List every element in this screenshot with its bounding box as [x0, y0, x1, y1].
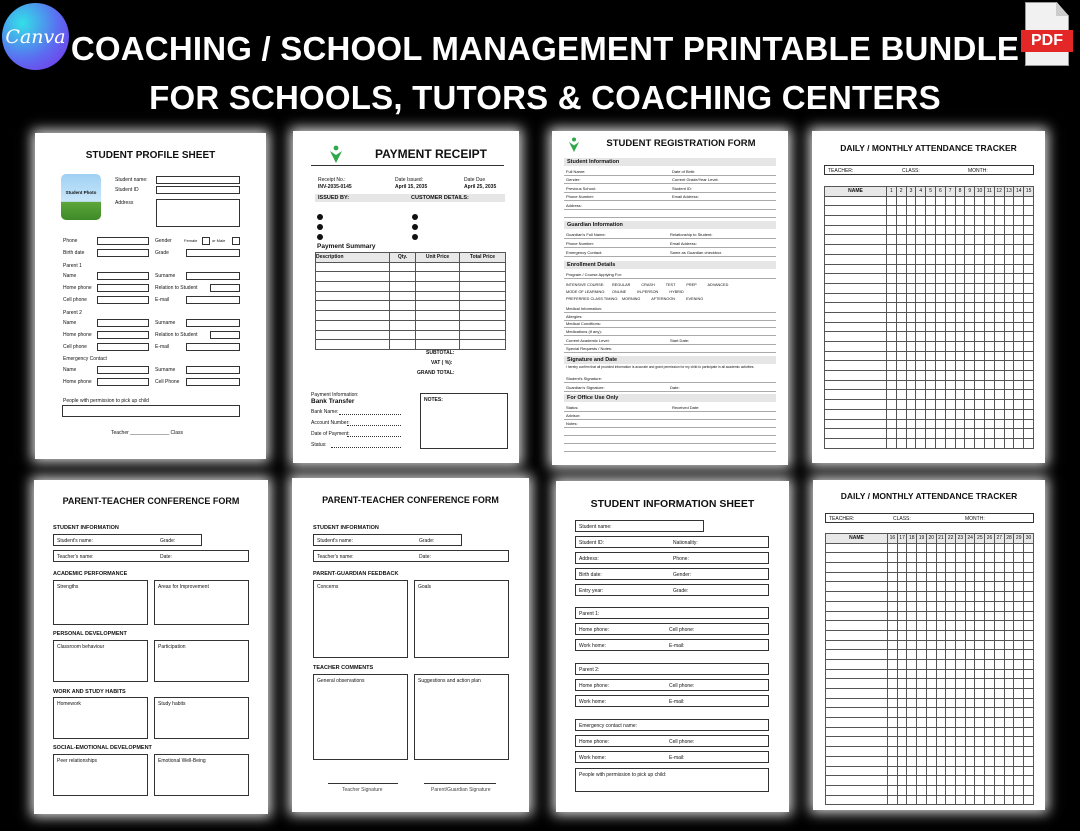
school-logo-icon [329, 145, 343, 163]
label: Address [115, 200, 134, 206]
student-row [826, 669, 1034, 679]
section-bar: For Office Use Only [564, 394, 776, 402]
label: Status: [566, 405, 579, 410]
section-bar: Guardian Information [564, 221, 776, 229]
label: Medical Conditions: [566, 321, 601, 326]
label: Start Date: [670, 338, 690, 343]
student-row [825, 254, 1034, 264]
day-column-header: 9 [965, 187, 975, 197]
student-row [826, 650, 1034, 660]
day-column-header: 21 [936, 534, 946, 544]
student-row [826, 601, 1034, 611]
student-row [825, 245, 1034, 255]
notes-box[interactable]: NOTES: [420, 393, 508, 449]
label: Phone Number: [566, 241, 595, 246]
parent2-row[interactable]: Parent 2: [575, 663, 769, 675]
female-checkbox[interactable] [202, 237, 210, 245]
email-icon [412, 224, 418, 230]
parent-teacher-conference-form-1 [34, 480, 268, 814]
label: Current Academic Level: [566, 338, 610, 343]
tracker-info-bar: TEACHER: CLASS: MONTH: [825, 513, 1034, 523]
phone-icon [317, 214, 323, 220]
page-title: PARENT-TEACHER CONFERENCE FORM [322, 495, 499, 505]
day-column-header: 26 [985, 534, 995, 544]
label: Surname [155, 273, 176, 279]
page-title: DAILY / MONTHLY ATTENDANCE TRACKER [840, 491, 1018, 501]
name-column-header: NAME [826, 534, 888, 544]
parent2-cell-field[interactable] [97, 343, 149, 351]
day-column-header: 11 [984, 187, 994, 197]
label: Surname [155, 320, 176, 326]
label: Name [63, 273, 77, 279]
label: Date Due [464, 177, 486, 183]
student-id-field[interactable] [156, 186, 240, 194]
birth-date-row[interactable]: Birth date: Gender: [575, 568, 769, 580]
parent1-cell-field[interactable] [97, 296, 149, 304]
date-due: April 25, 2035 [464, 184, 497, 190]
improvement-box[interactable]: Areas for Improvement [154, 580, 249, 625]
day-column-header: 24 [965, 534, 975, 544]
day-column-header: 18 [907, 534, 917, 544]
student-row [825, 293, 1034, 303]
parent1-name-field[interactable] [97, 272, 149, 280]
label: Name [63, 320, 77, 326]
day-column-header: 30 [1024, 534, 1034, 544]
label: Full Name: [566, 169, 586, 174]
label: Allergies: [566, 314, 583, 319]
parent2-phone-row[interactable]: Home phone: Cell phone: [575, 679, 769, 691]
male-checkbox[interactable] [232, 237, 240, 245]
classroom-behaviour-box[interactable]: Classroom behaviour [53, 640, 148, 682]
label: Program / Course Applying For: [566, 272, 623, 277]
label: Student ID [115, 187, 139, 193]
student-photo-placeholder: Student Photo [61, 174, 101, 220]
student-row [826, 737, 1034, 747]
student-row [826, 630, 1034, 640]
student-row [825, 264, 1034, 274]
label: Email Address: [672, 194, 699, 199]
parent1-home-phone-field[interactable] [97, 284, 149, 292]
student-row [825, 196, 1034, 206]
pdf-icon [1021, 2, 1073, 66]
label: Phone Number: [566, 194, 595, 199]
attendance-tracker-2 [813, 480, 1045, 810]
label: Date of Birth: [672, 169, 696, 174]
label: VAT ( %): [431, 360, 453, 366]
section-heading: TEACHER COMMENTS [313, 665, 374, 671]
emergency-cell-field[interactable] [186, 378, 240, 386]
label: PREFERRED CLASS TIMING: [566, 297, 619, 301]
emergency-work-row[interactable]: Work home: E-mail: [575, 751, 769, 763]
student-name-field[interactable] [156, 176, 240, 184]
label: Medical Information: [566, 306, 603, 311]
student-row [825, 409, 1034, 419]
payment-method: Bank Transfer [311, 398, 355, 405]
page-title: STUDENT REGISTRATION FORM [606, 138, 756, 149]
label: Date Issued: [395, 177, 424, 183]
issued-customer-bar: ISSUED BY: CUSTOMER DETAILS: [315, 194, 505, 202]
student-row [826, 621, 1034, 631]
label: People with permission to pick up child [63, 398, 149, 404]
label: Cell phone [63, 344, 87, 350]
day-column-header: 16 [888, 534, 898, 544]
canva-logo: Canva [2, 3, 69, 70]
student-row [825, 419, 1034, 429]
label: Student's Signature: [566, 376, 602, 381]
label: Gender [155, 238, 172, 244]
student-row [826, 747, 1034, 757]
page-title: STUDENT PROFILE SHEET [85, 150, 216, 161]
student-row [825, 400, 1034, 410]
label: Date of Payment: [311, 431, 350, 437]
student-row [825, 303, 1034, 313]
phone-field[interactable] [97, 237, 149, 245]
emergency-surname-field[interactable] [186, 366, 240, 374]
label: Home phone [63, 285, 92, 291]
student-row [826, 592, 1034, 602]
strengths-box[interactable]: Strengths [53, 580, 148, 625]
email-icon [317, 224, 323, 230]
same-as-guardian-checkbox[interactable]: Same as Guardian checkbox [670, 250, 722, 255]
payment-table: Description Qty. Unit Price Total Price [315, 252, 506, 350]
headline-line-1: COACHING / SCHOOL MANAGEMENT PRINTABLE BUNDLE [70, 30, 1020, 67]
page-title: STUDENT INFORMATION SHEET [590, 498, 755, 510]
student-row [826, 640, 1034, 650]
section-label: Parent 2 [63, 310, 82, 316]
wellbeing-box[interactable]: Emotional Well-Being [154, 754, 249, 796]
day-column-header: 12 [994, 187, 1004, 197]
day-column-header: 19 [917, 534, 927, 544]
timing-options[interactable]: MORNING AFTERNOON EVENING [622, 297, 704, 301]
parent1-email-field[interactable] [186, 296, 240, 304]
parent1-row[interactable]: Parent 1: [575, 607, 769, 619]
student-registration-form [552, 131, 788, 465]
student-row [825, 342, 1034, 352]
emergency-name-field[interactable] [97, 366, 149, 374]
date-issued: April 15, 2035 [395, 184, 428, 190]
label: SUBTOTAL: [426, 350, 455, 356]
payment-receipt [293, 131, 519, 463]
student-row [825, 438, 1034, 448]
parent2-surname-field[interactable] [186, 319, 240, 327]
day-column-header: 28 [1004, 534, 1014, 544]
label: Guardian's Signature: [566, 385, 605, 390]
participation-box[interactable]: Participation [154, 640, 249, 682]
student-row [826, 553, 1034, 563]
section-heading: STUDENT INFORMATION [53, 525, 119, 531]
day-column-header: 25 [975, 534, 985, 544]
section-bar: Enrollment Details [564, 261, 776, 269]
headline-line-2: FOR SCHOOLS, TUTORS & COACHING CENTERS [149, 79, 941, 116]
student-row [826, 543, 1034, 553]
student-row [826, 766, 1034, 776]
label: Emergency Contact: [566, 250, 603, 255]
label: Gender: [566, 177, 581, 182]
label: Received Date: [672, 405, 700, 410]
homework-box[interactable]: Homework [53, 697, 148, 739]
parent2-relation-field[interactable] [210, 331, 240, 339]
phone-icon [412, 214, 418, 220]
student-row [825, 274, 1034, 284]
section-label: Parent 1 [63, 263, 82, 269]
section-bar: Signature and Date [564, 356, 776, 364]
student-id-row[interactable]: Student ID: Nationality: [575, 536, 769, 548]
day-column-header: 5 [926, 187, 936, 197]
section-heading: SOCIAL-EMOTIONAL DEVELOPMENT [53, 745, 152, 751]
student-row [825, 225, 1034, 235]
tracker-info-bar: TEACHER: CLASS: MONTH: [824, 165, 1034, 175]
label: Relation to Student [155, 285, 198, 291]
student-row [826, 679, 1034, 689]
student-row [826, 582, 1034, 592]
label: Payment Information: [311, 392, 359, 398]
label: MODE OF LEARNING: [566, 290, 606, 294]
section-label: Emergency Contact [63, 356, 107, 362]
section-heading: PERSONAL DEVELOPMENT [53, 631, 127, 637]
day-column-header: 23 [956, 534, 966, 544]
label: Bank Name: [311, 409, 339, 415]
location-icon [317, 234, 323, 240]
label: Relationship to Student: [670, 232, 713, 237]
label: E-mail [155, 297, 170, 303]
parent1-relation-field[interactable] [210, 284, 240, 292]
label: Cell Phone [155, 379, 180, 385]
day-column-header: 3 [906, 187, 916, 197]
label: Relation to Student [155, 332, 198, 338]
attendance-grid[interactable] [824, 186, 1034, 449]
parent-teacher-conference-form-2 [292, 478, 529, 812]
label: INTENSIVE COURSE: [566, 283, 605, 287]
student-row [826, 718, 1034, 728]
student-row [825, 429, 1034, 439]
label: Guardian's Full Name: [566, 232, 606, 237]
student-name-field[interactable]: Student's name: Grade: [313, 534, 462, 546]
student-row [825, 322, 1034, 332]
entry-year-row[interactable]: Entry year: Grade: [575, 584, 769, 596]
student-row [825, 371, 1034, 381]
page-title: DAILY / MONTHLY ATTENDANCE TRACKER [840, 143, 1017, 153]
student-row [825, 235, 1034, 245]
label: Student name: [115, 177, 148, 183]
label: Advisor: [566, 413, 581, 418]
student-row [826, 776, 1034, 786]
pdf-badge: PDF [1021, 30, 1073, 52]
student-row [826, 572, 1034, 582]
peer-relationships-box[interactable]: Peer relationships [53, 754, 148, 796]
student-row [825, 390, 1034, 400]
student-row [826, 708, 1034, 718]
student-row [826, 785, 1034, 795]
label: Cell phone [63, 297, 87, 303]
address-row[interactable]: Address: Phone: [575, 552, 769, 564]
day-column-header: 7 [945, 187, 955, 197]
receipt-number: INV-2035-0145 [318, 184, 352, 190]
parent-signature-label: Parent/Guardian Signature [431, 787, 491, 793]
student-row [826, 727, 1034, 737]
section-bar: Student Information [564, 158, 776, 166]
section-heading: STUDENT INFORMATION [313, 525, 379, 531]
label: Account Number: [311, 420, 350, 426]
parent1-work-row[interactable]: Work home: E-mail: [575, 639, 769, 651]
day-column-header: 20 [926, 534, 936, 544]
label: Notes: [566, 421, 578, 426]
day-column-header: 1 [887, 187, 897, 197]
label: Address: [566, 203, 582, 208]
page-title: PAYMENT RECEIPT [374, 147, 488, 161]
attendance-grid[interactable] [825, 533, 1034, 805]
birth-date-field[interactable] [97, 249, 149, 257]
student-name-field[interactable]: Student name: [575, 520, 704, 532]
confirmation-text: I hereby confirm that all provided information is accurate and grant permission for my child to participate in all academic activities. [566, 365, 755, 369]
label: Current Grade/Year Level: [672, 177, 719, 182]
page-title: PARENT-TEACHER CONFERENCE FORM [62, 496, 240, 506]
emergency-phone-row[interactable]: Home phone: Cell phone: [575, 735, 769, 747]
student-row [825, 380, 1034, 390]
day-column-header: 8 [955, 187, 965, 197]
label: Student ID: [672, 186, 693, 191]
course-options[interactable]: REGULAR CRASH TEST PREP ADVANCED [612, 283, 729, 287]
label: Phone [63, 238, 78, 244]
student-row [826, 795, 1034, 805]
location-icon [412, 234, 418, 240]
label: Home phone [63, 332, 92, 338]
student-row [826, 689, 1034, 699]
day-column-header: 27 [994, 534, 1004, 544]
section-heading: ACADEMIC PERFORMANCE [53, 571, 128, 577]
label: Birth date [63, 250, 85, 256]
address-field[interactable] [156, 199, 240, 227]
teacher-signature-label: Teacher Signature [342, 787, 383, 793]
pickup-field[interactable] [62, 405, 240, 417]
general-observations-box[interactable]: General observations [313, 674, 408, 760]
label: Receipt No.: [318, 177, 346, 183]
label: Status: [311, 442, 327, 448]
label: Previous School: [566, 186, 597, 191]
student-row [825, 312, 1034, 322]
parent2-email-field[interactable] [186, 343, 240, 351]
parent1-surname-field[interactable] [186, 272, 240, 280]
name-column-header: NAME [825, 187, 887, 197]
day-column-header: 15 [1024, 187, 1034, 197]
label: GRAND TOTAL: [417, 370, 455, 376]
student-row [825, 332, 1034, 342]
parent2-work-row[interactable]: Work home: E-mail: [575, 695, 769, 707]
goals-box[interactable]: Goals [414, 580, 509, 658]
student-name-field[interactable]: Student's name: Grade: [53, 534, 202, 546]
student-row [825, 206, 1034, 216]
student-row [825, 216, 1034, 226]
teacher-class-line: Teacher ______________ Class [111, 430, 183, 436]
grade-field[interactable] [186, 249, 240, 257]
concerns-box[interactable]: Concerns [313, 580, 408, 658]
teacher-name-field[interactable]: Teacher's name: Date: [313, 550, 509, 562]
day-column-header: 6 [935, 187, 945, 197]
student-row [825, 361, 1034, 371]
label: Female [184, 238, 198, 243]
student-row [826, 659, 1034, 669]
day-column-header: 29 [1014, 534, 1024, 544]
mode-options[interactable]: ONLINE IN-PERSON HYBRID [612, 290, 684, 294]
suggestions-box[interactable]: Suggestions and action plan [414, 674, 509, 760]
label: Special Requests / Notes: [566, 346, 613, 351]
student-row [826, 611, 1034, 621]
student-row [825, 283, 1034, 293]
section-heading: WORK AND STUDY HABITS [53, 689, 126, 695]
label: Home phone [63, 379, 92, 385]
emergency-contact-row[interactable]: Emergency contact name: [575, 719, 769, 731]
label: Name [63, 367, 77, 373]
parent2-home-phone-field[interactable] [97, 331, 149, 339]
day-column-header: 17 [897, 534, 907, 544]
section-heading: PARENT-GUARDIAN FEEDBACK [313, 571, 399, 577]
label: Grade [155, 250, 169, 256]
student-row [826, 756, 1034, 766]
label: E-mail [155, 344, 170, 350]
day-column-header: 2 [896, 187, 906, 197]
section-heading: Payment Summary [317, 243, 376, 250]
label: Email Address: [670, 241, 697, 246]
day-column-header: 13 [1004, 187, 1014, 197]
student-information-sheet [556, 481, 789, 812]
day-column-header: 22 [946, 534, 956, 544]
day-column-header: 10 [975, 187, 985, 197]
label: or Male [212, 238, 226, 243]
label: Surname [155, 367, 176, 373]
pickup-field[interactable]: People with permission to pick up child: [575, 768, 769, 792]
student-profile-sheet [35, 133, 266, 459]
parent1-phone-row[interactable]: Home phone: Cell phone: [575, 623, 769, 635]
student-row [826, 563, 1034, 573]
attendance-tracker-1 [812, 131, 1045, 463]
student-row [826, 698, 1034, 708]
teacher-name-field[interactable]: Teacher's name: Date: [53, 550, 249, 562]
parent2-name-field[interactable] [97, 319, 149, 327]
day-column-header: 14 [1014, 187, 1024, 197]
student-row [825, 351, 1034, 361]
day-column-header: 4 [916, 187, 926, 197]
emergency-home-phone-field[interactable] [97, 378, 149, 386]
label: Date: [670, 385, 680, 390]
study-habits-box[interactable]: Study habits [154, 697, 249, 739]
label: Medications (if any): [566, 329, 602, 334]
